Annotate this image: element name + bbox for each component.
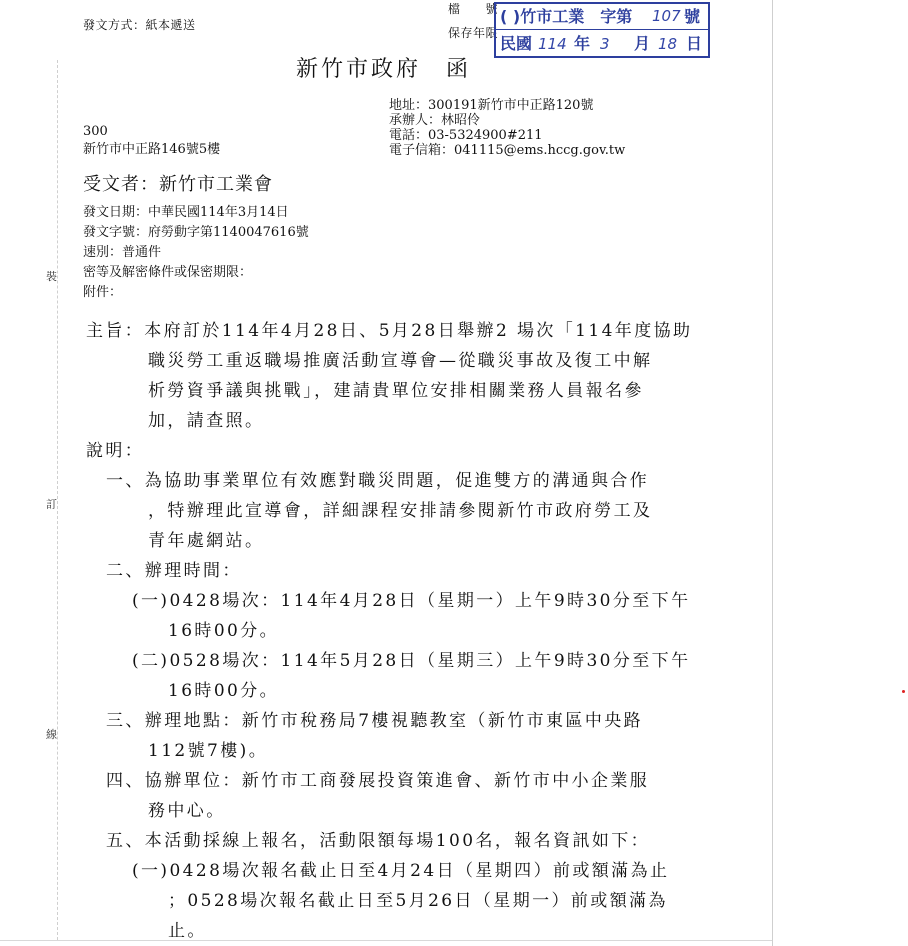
- document-title: 新竹市政府 函: [296, 57, 472, 82]
- stamp-handwritten-day: 18: [658, 35, 678, 53]
- page-right-edge: [772, 0, 773, 946]
- sender-contact: [389, 98, 625, 158]
- stamp-year-unit: 年: [574, 34, 591, 53]
- confidentiality: 密等及解密條件或保密期限：: [83, 265, 253, 280]
- recipient-street: 新竹市中正路146號5樓: [83, 142, 221, 157]
- archive-no-label: 檔 號: [448, 2, 499, 16]
- stamp-handwritten-number: 107: [652, 7, 681, 25]
- red-mark: [902, 690, 905, 693]
- item3-line-2: 112號7樓)。: [148, 741, 269, 761]
- stamp-handwritten-year: 114: [538, 35, 567, 53]
- item2-sub1-line-1: (一)0428場次：114年4月28日（星期一）上午9時30分至下午: [132, 591, 691, 611]
- sender-email: 電子信箱：041115@ems.hccg.gov.tw: [389, 143, 626, 158]
- subject-line-2: 職災勞工重返職場推廣活動宣導會—從職災事故及復工中解: [148, 351, 653, 371]
- stamp-era: 民國: [500, 34, 533, 53]
- received-stamp: [494, 2, 710, 58]
- stamp-row-number: [496, 4, 708, 30]
- sender-address: 地址：300191新竹市中正路120號: [389, 98, 594, 113]
- item2-heading: 二、辦理時間：: [106, 561, 242, 581]
- binding-mark-xian: 線: [46, 728, 57, 741]
- subject-line-4: 加，請查照。: [148, 411, 265, 431]
- delivery-method: 發文方式：紙本遞送: [83, 18, 196, 32]
- stamp-number-suffix: 號: [684, 7, 701, 26]
- item1-line-2: ，特辦理此宣導會，詳細課程安排請參閱新竹市政府勞工及: [148, 501, 653, 521]
- item1-line-3: 青年處網站。: [148, 531, 265, 551]
- subject-line-1: 主旨：本府訂於114年4月28日、5月28日舉辦2 場次「114年度協助: [86, 321, 693, 341]
- sender-phone: 電話：03-5324900#211: [389, 128, 543, 143]
- stamp-month-unit: 月: [634, 34, 651, 53]
- item2-sub2-line-1: (二)0528場次：114年5月28日（星期三）上午9時30分至下午: [132, 651, 691, 671]
- document-number: 發文字號：府勞動字第1140047616號: [83, 225, 309, 240]
- subject-line-3: 析勞資爭議與挑戰」，建請貴單位安排相關業務人員報名參: [148, 381, 644, 401]
- binding-mark-zhuang: 裝: [46, 270, 57, 283]
- item4-line-2: 務中心。: [148, 801, 226, 821]
- attachment: 附件：: [83, 285, 123, 300]
- item5-heading: 五、本活動採線上報名，活動限額每場100名，報名資訊如下：: [106, 831, 651, 851]
- stamp-day-unit: 日: [686, 34, 703, 53]
- item4-line-1: 四、協辦單位：新竹市工商發展投資策進會、新竹市中小企業服: [106, 771, 650, 791]
- item5-sub1-line-2: ；0528場次報名截止日至5月26日（星期一）前或額滿為: [168, 891, 668, 911]
- item5-sub1-line-1: (一)0428場次報名截止日至4月24日（星期四）前或額滿為止: [132, 861, 670, 881]
- explanation-heading: 說明：: [86, 441, 145, 461]
- item3-line-1: 三、辦理地點：新竹市稅務局7樓視聽教室（新竹市東區中央路: [106, 711, 644, 731]
- issue-date: 發文日期：中華民國114年3月14日: [83, 205, 289, 220]
- delivery-speed: 速別：普通件: [83, 245, 162, 260]
- item2-sub1-line-2: 16時00分。: [168, 621, 280, 641]
- recipient: 受文者：新竹市工業會: [83, 174, 273, 195]
- stamp-row-date: [496, 31, 708, 57]
- stamp-doc-prefix: ( )竹市工業 字第: [500, 7, 633, 26]
- item1-line-1: 一、為協助事業單位有效應對職災問題，促進雙方的溝通與合作: [106, 471, 650, 491]
- binding-line: [57, 60, 58, 940]
- stamp-handwritten-month: 3: [600, 35, 610, 53]
- retention-label: 保存年限: [448, 26, 499, 40]
- document-meta: [83, 203, 309, 303]
- sender-handler: 承辦人：林昭伶: [389, 113, 481, 128]
- page-bottom-edge: [0, 940, 772, 941]
- binding-mark-ding: 訂: [46, 498, 57, 511]
- item2-sub2-line-2: 16時00分。: [168, 681, 280, 701]
- item5-sub1-line-3: 止。: [168, 921, 207, 941]
- recipient-postal-code: 300: [83, 124, 108, 139]
